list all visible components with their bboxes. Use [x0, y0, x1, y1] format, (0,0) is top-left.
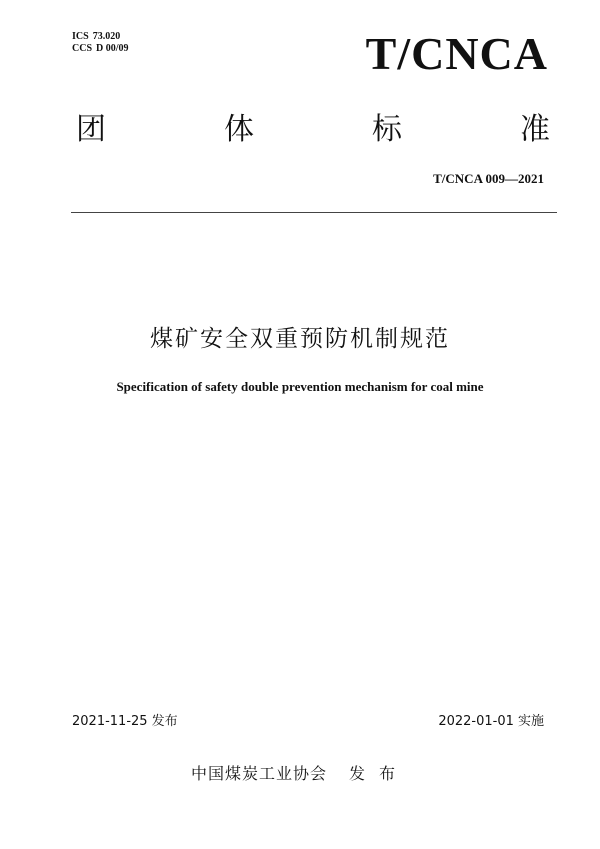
implementation-date: 2022-01-01 实施 [438, 714, 544, 729]
organization-logo: T/CNCA [365, 28, 548, 79]
release-date: 2021-11-25 发布 [72, 714, 178, 729]
ics-classification [72, 31, 120, 43]
standard-type-char: 标 [372, 112, 402, 147]
publisher-line [0, 764, 600, 783]
ccs-code: CCS [72, 43, 93, 54]
standard-type-char: 准 [520, 112, 550, 147]
standard-number: T/CNCA 009—2021 [433, 171, 544, 186]
standard-type [76, 110, 550, 150]
publisher-name: 中国煤炭工业协会 [190, 764, 327, 783]
ics-code: ICS [72, 31, 89, 42]
standard-type-char: 体 [224, 112, 254, 147]
ccs-classification [72, 43, 129, 55]
header-divider [71, 212, 557, 213]
publisher-action: 发布 [349, 764, 410, 783]
standard-type-char: 团 [76, 112, 106, 147]
ccs-value: D 00/09 [96, 43, 129, 54]
document-title-en: Specification of safety double prevention mechanism for coal mine [116, 379, 484, 394]
document-title-cn: 煤矿安全双重预防机制规范 [150, 326, 450, 352]
ics-value: 73.020 [92, 31, 121, 42]
